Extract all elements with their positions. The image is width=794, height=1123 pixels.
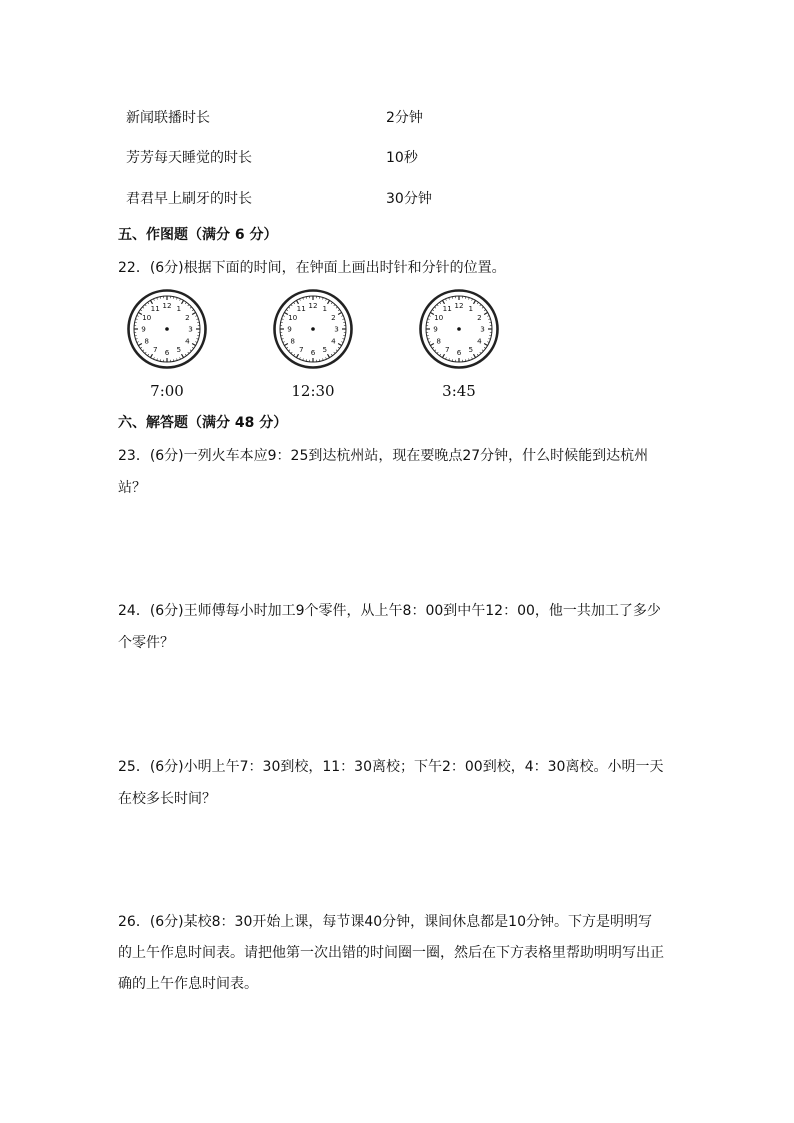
section6-title: 六、解答题（满分 48 分） <box>118 415 288 431</box>
clock-time-label: 3:45 <box>442 382 476 400</box>
clock-number: 4 <box>331 336 336 346</box>
clock-number: 10 <box>434 312 444 322</box>
clock-number: 5 <box>176 344 182 354</box>
clock-number: 8 <box>290 336 295 346</box>
question-24-line2: 个零件？ <box>118 635 174 651</box>
clock-number: 10 <box>288 312 298 322</box>
clock-number: 1 <box>322 304 328 314</box>
clock-number: 8 <box>436 336 441 346</box>
clock-face-icon <box>273 289 353 369</box>
clock-number: 7 <box>152 344 158 354</box>
clock-number: 11 <box>150 304 160 314</box>
matching-value-10sec: 10秒 <box>386 150 418 166</box>
matching-value-30min: 30分钟 <box>386 191 432 207</box>
clock-center-dot <box>457 327 461 331</box>
clock-number: 11 <box>296 304 306 314</box>
clock-number: 1 <box>176 304 182 314</box>
clock-number: 9 <box>433 324 438 334</box>
clock-number: 3 <box>334 324 339 334</box>
clock-number: 12 <box>454 301 464 311</box>
clock-time-label: 7:00 <box>150 382 184 400</box>
clock-number: 3 <box>480 324 485 334</box>
clock-number: 4 <box>477 336 482 346</box>
clock-center-dot <box>165 327 169 331</box>
clock-number: 6 <box>164 348 170 358</box>
question-25-line1: 25．(6分)小明上午7：30到校，11：30离校；下午2：00到校，4：30离校。小明一天 <box>118 759 664 775</box>
question-26-line3: 确的上午作息时间表。 <box>118 976 258 992</box>
matching-item-sleep: 芳芳每天睡觉的时长 <box>126 150 252 166</box>
clock-number: 8 <box>144 336 149 346</box>
clock-number: 7 <box>444 344 450 354</box>
question-24-line1: 24．(6分)王师傅每小时加工9个零件，从上午8：00到中午12：00，他一共加工了多少 <box>118 603 661 619</box>
clock-number: 11 <box>442 304 452 314</box>
clock-face-icon <box>127 289 207 369</box>
clock-number: 1 <box>468 304 474 314</box>
question-22: 22．(6分)根据下面的时间，在钟面上画出时针和分针的位置。 <box>118 260 506 276</box>
section5-title: 五、作图题（满分 6 分） <box>118 227 278 243</box>
clock-center-dot <box>311 327 315 331</box>
clock-number: 5 <box>468 344 474 354</box>
clock-number: 9 <box>287 324 292 334</box>
matching-item-news: 新闻联播时长 <box>126 110 210 126</box>
clock-time-label: 12:30 <box>291 382 335 400</box>
clock-number: 12 <box>308 301 318 311</box>
clock-number: 2 <box>185 312 190 322</box>
clock-number: 7 <box>298 344 304 354</box>
question-26-line1: 26．(6分)某校8：30开始上课，每节课40分钟，课间休息都是10分钟。下方是明明写 <box>118 914 652 930</box>
question-23-line1: 23．(6分)一列火车本应9：25到达杭州站，现在要晚点27分钟，什么时候能到达杭州 <box>118 448 649 464</box>
clock-number: 10 <box>142 312 152 322</box>
clock-number: 5 <box>322 344 328 354</box>
clock-number: 12 <box>162 301 172 311</box>
clock-number: 6 <box>456 348 462 358</box>
question-23-line2: 站？ <box>118 480 146 496</box>
question-25-line2: 在校多长时间？ <box>118 791 216 807</box>
clock-number: 4 <box>185 336 190 346</box>
question-26-line2: 的上午作息时间表。请把他第一次出错的时间圈一圈，然后在下方表格里帮助明明写出正 <box>118 945 664 961</box>
clock-number: 6 <box>310 348 316 358</box>
clock-number: 9 <box>141 324 146 334</box>
clock-number: 3 <box>188 324 193 334</box>
matching-value-2min: 2分钟 <box>386 110 423 126</box>
clock-number: 2 <box>331 312 336 322</box>
clock-number: 2 <box>477 312 482 322</box>
clock-face-icon <box>419 289 499 369</box>
matching-item-brush-teeth: 君君早上刷牙的时长 <box>126 191 252 207</box>
